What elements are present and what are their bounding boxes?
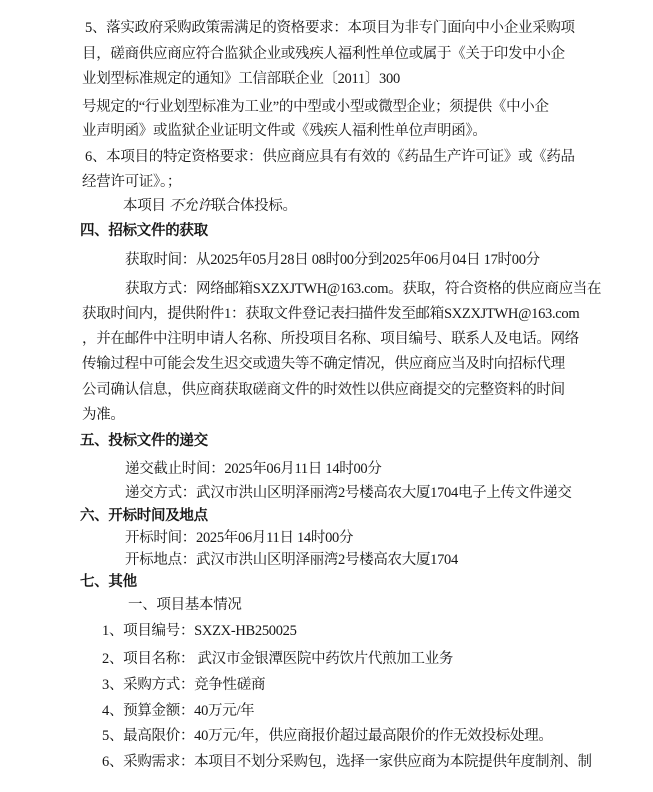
joint-bid-pre: 本项目 — [123, 198, 169, 214]
line-acquisition-method-1: 获取方式：网络邮箱SXZXJTWH@163.com。获取，符合资格的供应商应当在 — [125, 281, 602, 297]
item-max-price-limit: 5、最高限价：40万元/年，供应商报价超过最高限价的作无效投标处理。 — [102, 728, 553, 744]
line-acquisition-time: 获取时间：从2025年05月28日 08时00分到2025年06月04日 17时00分 — [125, 252, 540, 268]
line-acquisition-method-2: 获取时间内，提供附件1：获取文件登记表扫描件发至邮箱SXZXJTWH@163.com — [82, 306, 580, 322]
line-acquisition-method-5: 公司确认信息，供应商获取磋商文件的时效性以供应商提交的完整资料的时间 — [82, 382, 565, 398]
line-acquisition-method-4: 传输过程中可能会发生迟交或遗失等不确定情况，供应商应当及时向招标代理 — [82, 356, 565, 372]
joint-bid-post: 联合体投标。 — [211, 198, 297, 214]
line-opening-time: 开标时间：2025年06月11日 14时00分 — [125, 530, 354, 546]
line-submission-method: 递交方式：武汉市洪山区明泽丽湾2号楼高农大厦1704电子上传文件递交 — [125, 485, 572, 501]
item-procurement-method: 3、采购方式：竞争性磋商 — [102, 677, 266, 693]
item-budget-amount: 4、预算金额：40万元/年 — [102, 703, 255, 719]
heading-section4-document-acquisition: 四、招标文件的获取 — [80, 223, 208, 239]
item-procurement-requirement: 6、采购需求：本项目不划分采购包，选择一家供应商为本院提供年度制剂、制 — [102, 754, 592, 770]
para-smb-policy-line2: 目，磋商供应商应符合监狱企业或残疾人福利性单位或属于《关于印发中小企 — [82, 46, 565, 62]
para-smb-policy-line5: 业声明函》或监狱企业证明文件或《残疾人福利性单位声明函》。 — [82, 123, 487, 139]
heading-section7-other: 七、其他 — [80, 574, 137, 590]
item-project-number: 1、项目编号：SXZX-HB250025 — [102, 623, 297, 639]
para-joint-bid-statement — [123, 196, 297, 216]
joint-bid-not-allowed-italic: 不允许 — [168, 198, 212, 214]
para-smb-policy-line1: 5、落实政府采购政策需满足的资格要求：本项目为非专门面向中小企业采购项 — [85, 20, 575, 36]
para-specific-qualification-line2: 经营许可证》。； — [82, 174, 182, 190]
para-smb-policy-line4: 号规定的“行业划型标准为工业”的中型或小型或微型企业；须提供《中小企 — [82, 99, 549, 115]
para-specific-qualification-line1: 6、本项目的特定资格要求：供应商应具有有效的《药品生产许可证》或《药品 — [85, 149, 575, 165]
line-acquisition-method-3: ，并在邮件中注明申请人名称、所投项目名称、项目编号、联系人及电话。网络 — [82, 331, 579, 347]
heading-section6-bid-opening: 六、开标时间及地点 — [80, 508, 208, 524]
line-acquisition-method-6: 为准。 — [82, 407, 125, 423]
para-smb-policy-line3: 业划型标准规定的通知》工信部联企业〔2011〕300 — [82, 71, 400, 87]
line-submission-deadline: 递交截止时间：2025年06月11日 14时00分 — [125, 461, 382, 477]
heading-section5-bid-submission: 五、投标文件的递交 — [80, 433, 208, 449]
subheading-project-basic-info: 一、项目基本情况 — [128, 597, 242, 613]
line-opening-location: 开标地点：武汉市洪山区明泽丽湾2号楼高农大厦1704 — [125, 552, 458, 568]
item-project-name: 2、项目名称： 武汉市金银潭医院中药饮片代煎加工业务 — [102, 651, 454, 667]
